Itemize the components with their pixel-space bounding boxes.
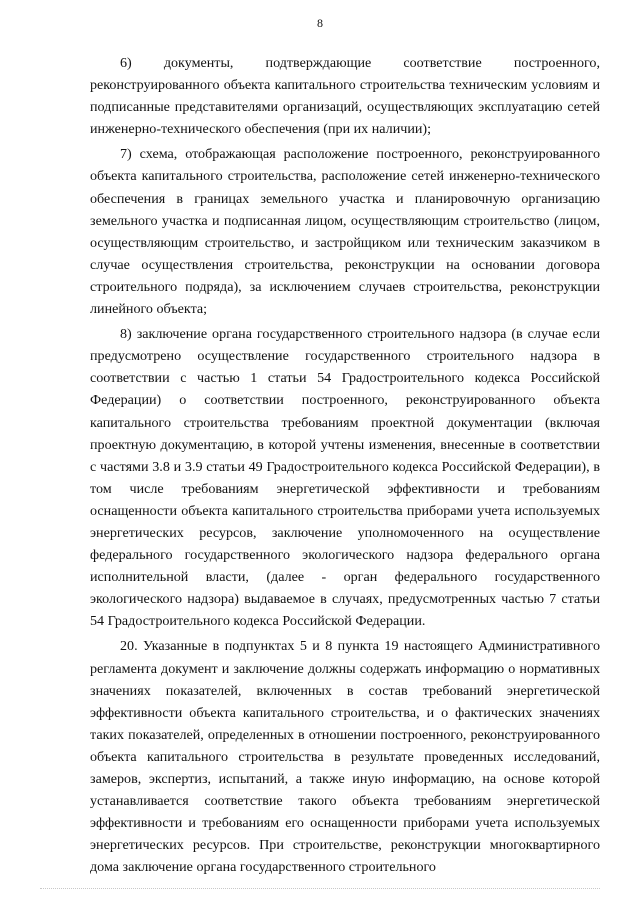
paragraph-item-6: 6) документы, подтверждающие соответствие построенного, реконструированного объекта капитального строительства техническим условиям и подписанные представителями организаций, осуществляющих эксплуатацию сетей инженерно-технического обеспечения (при их наличии); [90, 55, 600, 138]
paragraph-item-7: 7) схема, отображающая расположение построенного, реконструированного объекта капитального строительства, расположение сетей инженерно-технического обеспечения в границах земельного участка и планировочную организацию земельного участка и подписанная лицом, осуществляющим строительство (лицом, осуществляющим строительство, и застройщиком или техническим заказчиком в случае осуществления строительства, реконструкции на основании договора строительного подряда), за исключением случаев строительства, реконструкции линейного объекта; [90, 146, 600, 318]
paragraph-item-8: 8) заключение органа государственного строительного надзора (в случае если предусмотрено осуществление государственного строительного надзора в соответствии с частью 1 статьи 54 Градостроительного кодекса Российской Федерации) о соответствии построенного, реконструированного объекта капитального строительства требованиям проектной документации (включая проектную документацию, в которой учтены изменения, внесенные в соответствии с частями 3.8 и 3.9 статьи 49 Градостроительного кодекса Российской Федерации), в том числе требованиям энергетической эффективности и требованиям оснащенности объекта капитального строительства приборами учета используемых энергетических ресурсов, заключение уполномоченного на осуществление федерального государственного экологического надзора федерального органа исполнительной власти, (далее - орган федерального государственного экологического надзора) выдаваемое в случаях, предусмотренных частью 7 статьи 54 Градостроительного кодекса Российской Федерации. [90, 326, 600, 630]
page-bottom-divider [40, 888, 600, 889]
paragraph-point-20: 20. Указанные в подпунктах 5 и 8 пункта 19 настоящего Административного регламента документ и заключение должны содержать информацию о нормативных значениях показателей, включенных в состав требований энергетической эффективности объекта капитального строительства, и о фактических значениях таких показателей, определенных в отношении построенного, реконструированного объекта капитального строительства в результате проведенных исследований, замеров, экспертиз, испытаний, а также иную информацию, на основе которой устанавливается соответствие такого объекта требованиям энергетической эффективности и требованиям его оснащенности приборами учета используемых энергетических ресурсов. При строительстве, реконструкции многоквартирного дома заключение органа государственного строительного [90, 638, 600, 876]
document-body [90, 52, 600, 881]
page-number: 8 [317, 16, 323, 30]
